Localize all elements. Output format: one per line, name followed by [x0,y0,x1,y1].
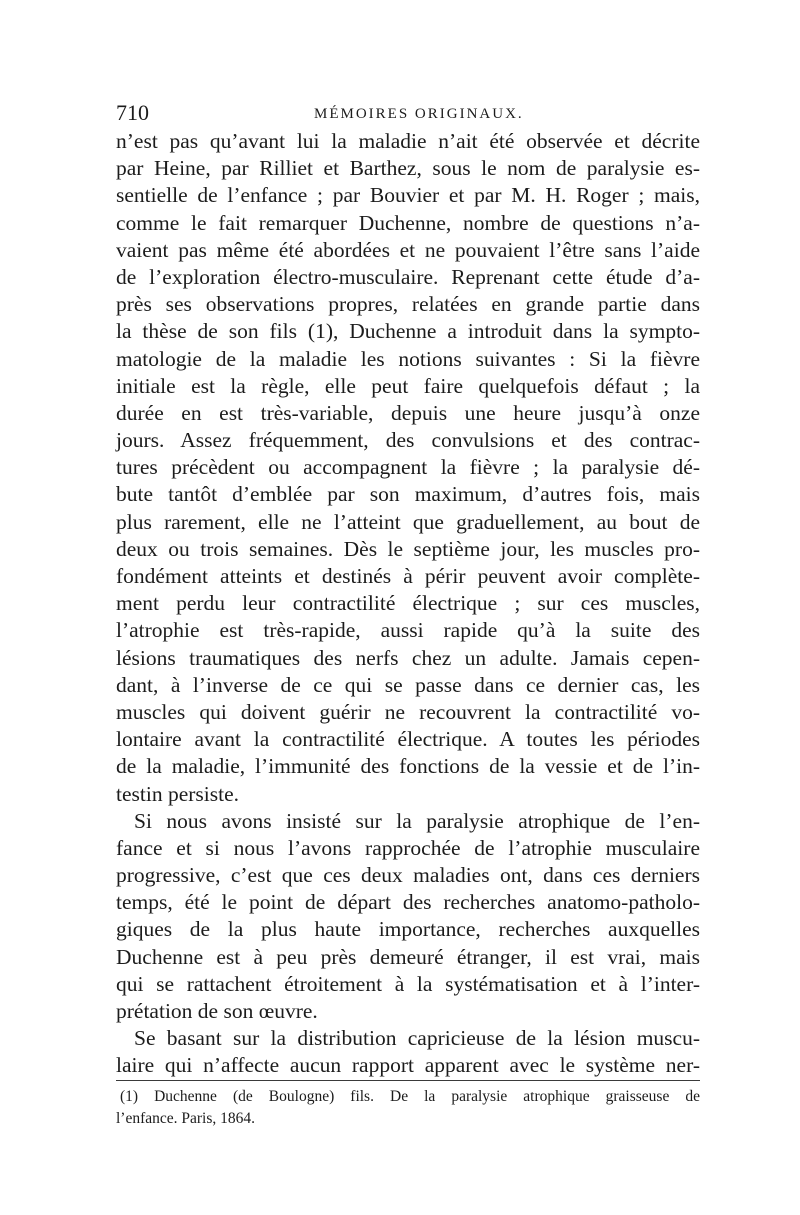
text-line: deux ou trois semaines. Dès le septième jour, les muscles pro- [116,536,700,561]
text-line: de la maladie, l’immunité des fonctions de la vessie et de l’in- [116,754,700,779]
paragraph-end-line: prétation de son œuvre. [116,999,318,1023]
text-line: lontaire avant la contractilité électrique. A toutes les périodes [116,727,700,752]
text-line: bute tantôt d’emblée par son maximum, d’autres fois, mais [116,482,700,507]
text-line: vaient pas même été abordées et ne pouvaient l’être sans l’aide [116,237,700,262]
text-line: près ses observations propres, relatées en grande partie dans [116,292,700,317]
paragraph-end-line: testin persiste. [116,781,240,806]
text-line: jours. Assez fréquemment, des convulsions et des contrac- [116,428,700,453]
text-line: giques de la plus haute importance, recherches auxquelles [116,917,700,942]
text-line: la thèse de son fils (1), Duchenne a introduit dans la sympto- [116,319,700,344]
text-line: l’atrophie est très-rapide, aussi rapide qu’à la suite des [116,618,700,643]
text-line: dant, à l’inverse de ce qui se passe dans ce dernier cas, les [116,672,700,697]
footnote-line: l’enfance. Paris, 1864. [116,1110,256,1127]
text-line: temps, été le point de départ des recherches anatomo-patholo- [116,890,700,915]
text-line: sentielle de l’enfance ; par Bouvier et par M. H. Roger ; mais, [116,183,700,208]
page-number: 710 [116,100,149,125]
text-line: qui se rattachent étroitement à la systématisation et à l’inter- [116,971,700,996]
text-line: muscles qui doivent guérir ne recouvrent la contractilité vo- [116,699,700,724]
text-line: n’est pas qu’avant lui la maladie n’ait été observée et décrite [116,129,700,153]
footnote-line: (1) Duchenne (de Boulogne) fils. De la paralysie atrophique graisseuse de [120,1088,700,1105]
text-line: comme le fait remarquer Duchenne, nombre de questions n’a- [116,210,700,235]
text-line: initiale est la règle, elle peut faire quelquefois défaut ; la [116,373,700,398]
paragraph-start-line: Se basant sur la distribution capricieuse de la lésion muscu- [134,1026,700,1051]
text-line: plus rarement, elle ne l’atteint que graduellement, au bout de [116,509,700,534]
footnote [116,1086,700,1130]
page-header [116,100,700,126]
text-line: lésions traumatiques des nerfs chez un adulte. Jamais cepen- [116,645,700,670]
text-line: progressive, c’est que ces deux maladies ont, dans ces derniers [116,863,700,888]
footnote-rule [116,1080,700,1081]
text-line: fondément atteints et destinés à périr peuvent avoir complète- [116,564,700,588]
text-line: ment perdu leur contractilité électrique ; sur ces muscles, [116,591,700,616]
text-line: fance et si nous l’avons rapprochée de l’atrophie musculaire [116,835,700,860]
running-title: MÉMOIRES ORIGINAUX. [314,106,524,122]
paragraph-start-line: Si nous avons insisté sur la paralysie atrophique de l’en- [134,808,700,833]
text-line: tures précèdent ou accompagnent la fièvre ; la paralysie dé- [116,455,700,480]
text-line: durée en est très-variable, depuis une heure jusqu’à onze [116,400,700,425]
text-line: laire qui n’affecte aucun rapport apparent avec le système ner- [116,1053,700,1078]
text-line: par Heine, par Rilliet et Barthez, sous le nom de paralysie es- [116,156,700,181]
text-line: Duchenne est à peu près demeuré étranger, il est vrai, mais [116,944,700,969]
body-text [116,128,700,1080]
text-line: matologie de la maladie les notions suivantes : Si la fièvre [116,346,700,371]
text-line: de l’exploration électro-musculaire. Reprenant cette étude d’a- [116,264,700,289]
